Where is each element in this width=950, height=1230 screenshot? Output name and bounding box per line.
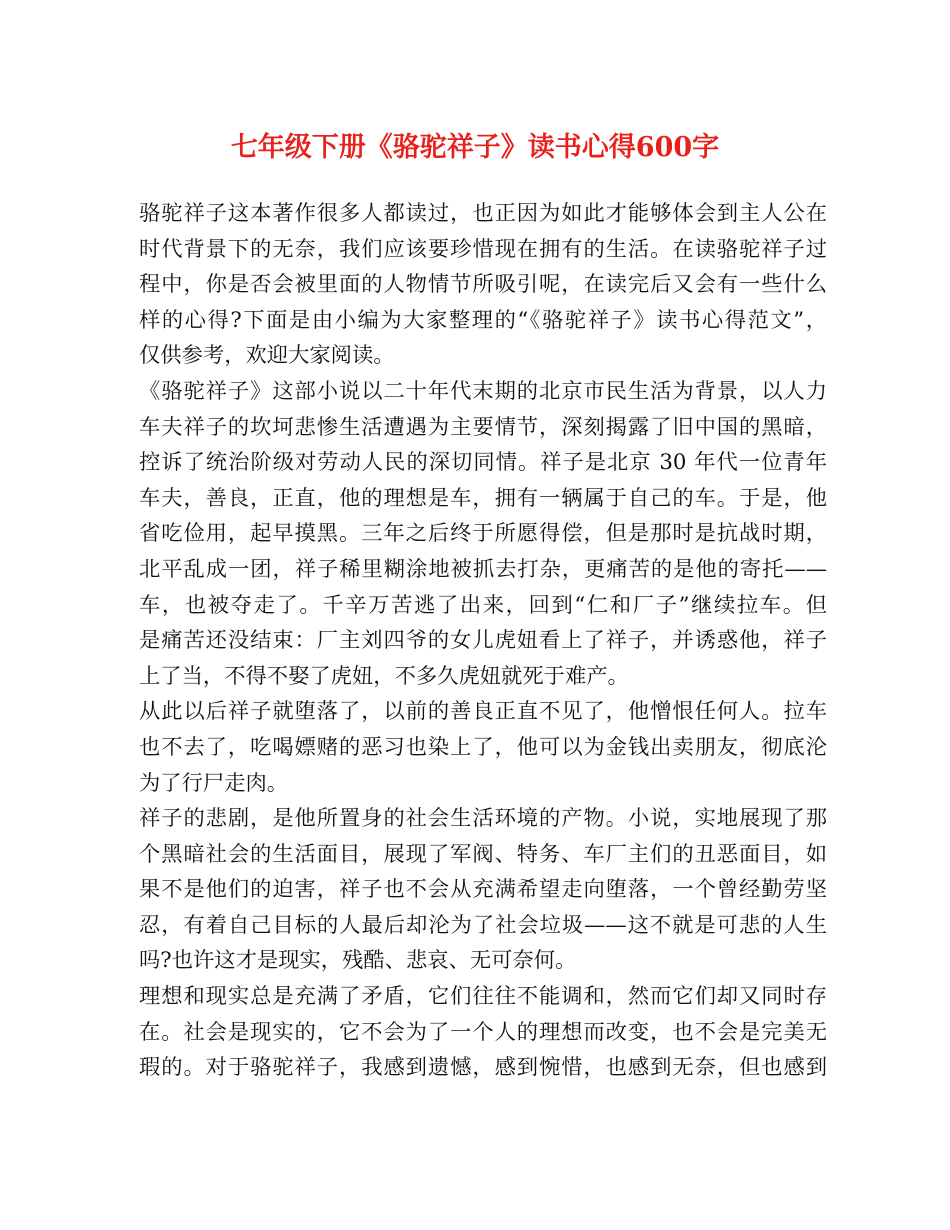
text-line: 也不去了，吃喝嫖赌的恶习也染上了，他可以为金钱出卖朋友，彻底沦 <box>139 734 827 760</box>
text-line: 个黑暗社会的生活面目，展现了军阀、特务、车厂主们的丑恶面目，如 <box>139 841 827 867</box>
text-line: 仅供参考，欢迎大家阅读。 <box>139 343 395 369</box>
text-line: 北平乱成一团，祥子稀里糊涂地被抓去打杂，更痛苦的是他的寄托—— <box>139 556 827 582</box>
text-line: 车，也被夺走了。千辛万苦逃了出来，回到“仁和厂子”继续拉车。但 <box>139 592 827 618</box>
text-line: 是痛苦还没结束：厂主刘四爷的女儿虎妞看上了祥子，并诱惑他，祥子 <box>139 628 827 654</box>
text-line: 上了当，不得不娶了虎妞，不多久虎妞就死于难产。 <box>139 663 629 689</box>
text-line: 祥子的悲剧，是他所置身的社会生活环境的产物。小说，实地展现了那 <box>139 806 827 832</box>
text-line: 时代背景下的无奈，我们应该要珍惜现在拥有的生活。在读骆驼祥子过 <box>139 236 827 262</box>
text-line: 程中，你是否会被里面的人物情节所吸引呢，在读完后又会有一些什么 <box>139 272 827 298</box>
document-title: 七年级下册《骆驼祥子》读书心得600字 <box>230 132 720 163</box>
text-line: 样的心得?下面是由小编为大家整理的“《骆驼祥子》读书心得范文”， <box>139 307 827 333</box>
text-line: 为了行尸走肉。 <box>139 770 289 796</box>
text-line: 《骆驼祥子》这部小说以二十年代末期的北京市民生活为背景，以人力 <box>139 378 827 404</box>
text-line: 在。社会是现实的，它不会为了一个人的理想而改变，也不会是完美无 <box>139 1019 827 1045</box>
text-line: 果不是他们的迫害，祥子也不会从充满希望走向堕落，一个曾经勤劳坚 <box>139 877 827 903</box>
text-line: 忍，有着自己目标的人最后却沦为了社会垃圾——这不就是可悲的人生 <box>139 912 827 938</box>
text-line: 吗?也许这才是现实，残酷、悲哀、无可奈何。 <box>139 948 577 974</box>
text-line: 理想和现实总是充满了矛盾，它们往往不能调和，然而它们却又同时存 <box>139 984 827 1010</box>
text-line: 车夫，善良，正直，他的理想是车，拥有一辆属于自己的车。于是，他 <box>139 485 827 511</box>
text-line: 控诉了统治阶级对劳动人民的深切同情。祥子是北京 30 年代一位青年 <box>139 450 827 476</box>
text-line: 从此以后祥子就堕落了，以前的善良正直不见了，他憎恨任何人。拉车 <box>139 699 827 725</box>
text-line: 瑕的。对于骆驼祥子，我感到遗憾，感到惋惜，也感到无奈，但也感到 <box>139 1055 827 1081</box>
text-line: 车夫祥子的坎坷悲惨生活遭遇为主要情节，深刻揭露了旧中国的黑暗， <box>139 414 827 440</box>
text-line: 骆驼祥子这本著作很多人都读过，也正因为如此才能够体会到主人公在 <box>139 201 827 226</box>
document-body <box>139 196 827 1086</box>
text-line: 省吃俭用，起早摸黑。三年之后终于所愿得偿，但是那时是抗战时期， <box>139 521 827 547</box>
